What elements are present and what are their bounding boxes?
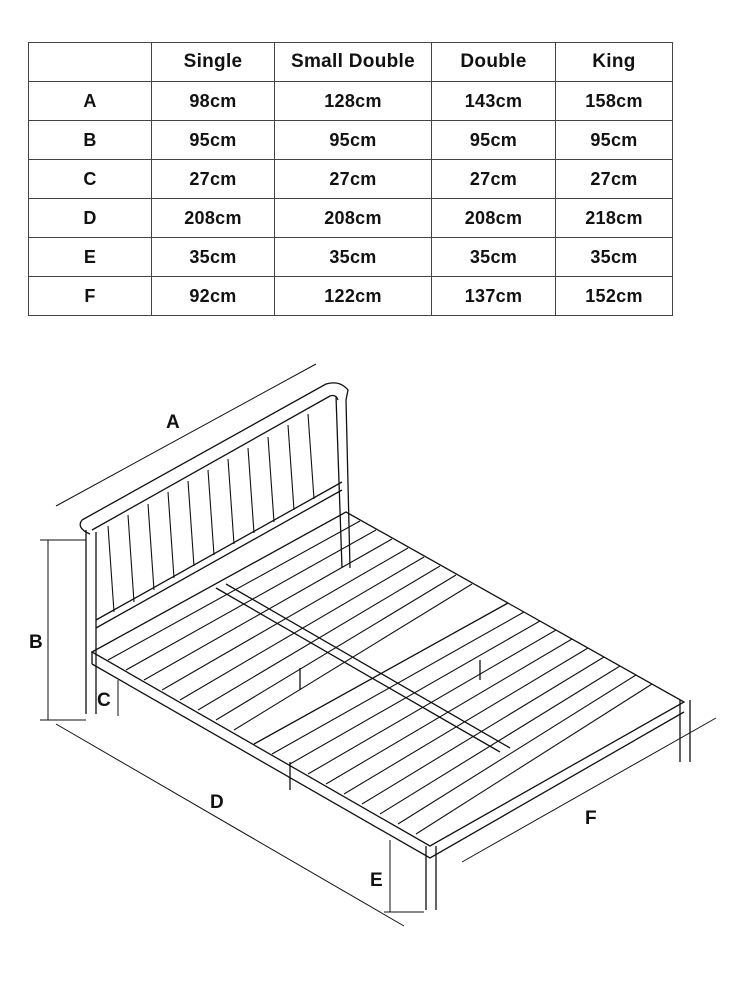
table-row [29, 82, 673, 121]
table-cell: 128cm [275, 82, 432, 121]
table-cell: 137cm [432, 277, 556, 316]
table-cell: 35cm [556, 238, 673, 277]
row-label: A [29, 82, 152, 121]
table-cell: 95cm [556, 121, 673, 160]
table-cell: 143cm [432, 82, 556, 121]
header-double: Double [432, 43, 556, 82]
table-cell: 35cm [432, 238, 556, 277]
table-cell: 152cm [556, 277, 673, 316]
table-cell: 122cm [275, 277, 432, 316]
table-cell: 27cm [432, 160, 556, 199]
dimensions-table [28, 42, 673, 316]
dim-label-d: D [210, 792, 224, 813]
bed-frame-diagram [0, 330, 750, 1000]
table-cell: 92cm [152, 277, 275, 316]
header-blank [29, 43, 152, 82]
table-cell: 27cm [275, 160, 432, 199]
table-cell: 95cm [275, 121, 432, 160]
table-row [29, 277, 673, 316]
table-cell: 98cm [152, 82, 275, 121]
table-cell: 218cm [556, 199, 673, 238]
table-row [29, 199, 673, 238]
header-small-double: Small Double [275, 43, 432, 82]
table-row [29, 238, 673, 277]
table-row [29, 121, 673, 160]
table-cell: 27cm [556, 160, 673, 199]
row-label: C [29, 160, 152, 199]
dim-label-c: C [97, 690, 111, 711]
table-row [29, 160, 673, 199]
table-cell: 208cm [152, 199, 275, 238]
row-label: E [29, 238, 152, 277]
row-label: D [29, 199, 152, 238]
dim-label-b: B [29, 632, 43, 653]
dim-label-a: A [166, 412, 180, 433]
row-label: F [29, 277, 152, 316]
dim-label-e: E [370, 870, 383, 891]
table-cell: 35cm [152, 238, 275, 277]
dimension-lines [40, 364, 716, 926]
table-cell: 208cm [275, 199, 432, 238]
table-cell: 35cm [275, 238, 432, 277]
header-king: King [556, 43, 673, 82]
table-cell: 27cm [152, 160, 275, 199]
table-header-row [29, 43, 673, 82]
row-label: B [29, 121, 152, 160]
header-single: Single [152, 43, 275, 82]
table-cell: 208cm [432, 199, 556, 238]
table-cell: 95cm [152, 121, 275, 160]
table-cell: 158cm [556, 82, 673, 121]
table-cell: 95cm [432, 121, 556, 160]
dim-label-f: F [585, 808, 597, 829]
